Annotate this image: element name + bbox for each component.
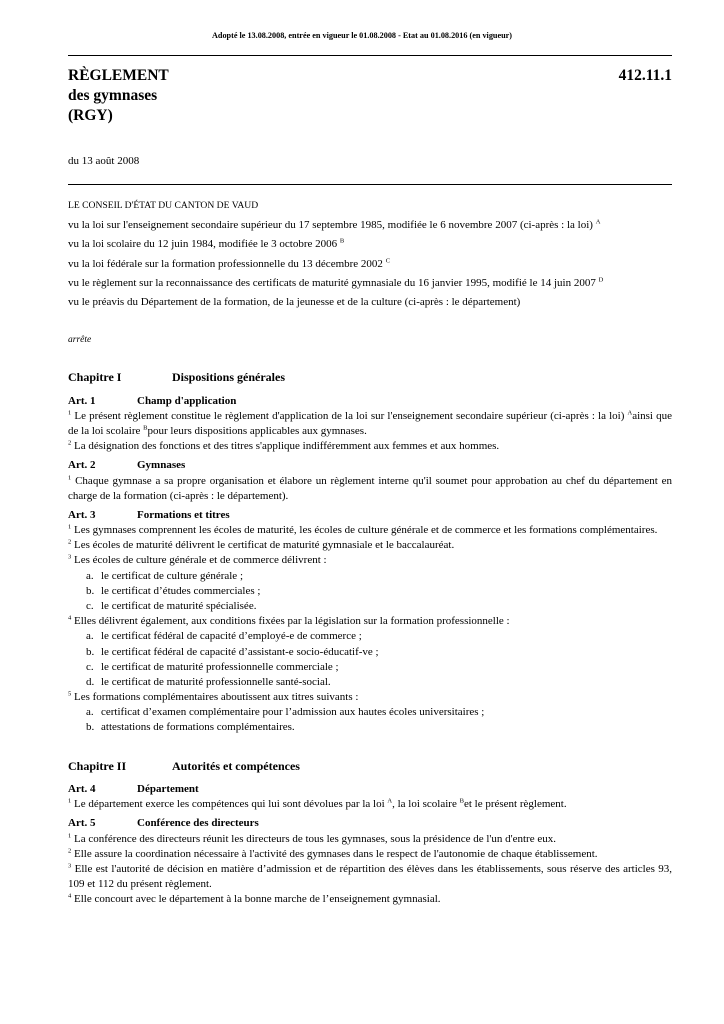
paragraph-text: , la loi scolaire: [392, 798, 460, 811]
paragraph: [68, 474, 672, 504]
paragraph-text: Elle est l'autorité de décision en matière d’admission et de répartition des élèves dans les établissements, sous réserve des articles 93, 109 et 112 du présent règlement.: [68, 862, 672, 891]
item-letter: b.: [86, 584, 95, 597]
paragraph-number: 2: [68, 538, 72, 546]
item-text: certificat d’examen complémentaire pour l’admission aux hautes écoles universitaires ;: [101, 706, 485, 719]
chapter-heading: [68, 758, 672, 775]
paragraph-text: Elle concourt avec le département à la bonne marche de l’enseignement gymnasial.: [74, 893, 441, 906]
footnote-marker: B: [459, 797, 464, 805]
title-line: des gymnases: [68, 87, 158, 104]
paragraph: [68, 523, 672, 538]
item-letter: b.: [86, 645, 95, 658]
preamble-text: vu la loi scolaire du 12 juin 1984, modifiée le 3 octobre 2006: [68, 238, 338, 251]
preamble-list: [68, 218, 672, 310]
footnote-marker: C: [385, 256, 391, 264]
paragraph: [68, 538, 672, 553]
paragraph-number: 3: [68, 553, 72, 561]
item-text: le certificat de maturité professionnelle santé-social.: [101, 675, 331, 688]
list-item: [86, 599, 672, 614]
chapters: [68, 369, 672, 907]
paragraph-text: Les formations complémentaires aboutissent aux titres suivants :: [74, 691, 359, 704]
list-item: [86, 675, 672, 690]
chapter-number: Chapitre II: [68, 758, 127, 773]
paragraph: [68, 409, 672, 439]
list-item: [86, 645, 672, 660]
paragraph-text: Les écoles de maturité délivrent le certificat de maturité gymnasiale et le baccalauréat.: [74, 539, 455, 552]
paragraph-number: 4: [68, 614, 72, 622]
paragraph: [68, 862, 672, 892]
paragraph-text: Elles délivrent également, aux conditions fixées par la législation sur la formation professionnelle :: [74, 615, 510, 628]
paragraph-text: et le présent règlement.: [463, 798, 567, 811]
paragraph: [68, 832, 672, 847]
list-item: [86, 629, 672, 644]
paragraph: [68, 892, 672, 907]
item-list: [68, 629, 672, 690]
preamble-line: [68, 237, 672, 252]
article-title: Champ d'application: [137, 394, 237, 407]
arrete-label: arrête: [68, 335, 92, 346]
footnote-marker: B: [339, 237, 345, 245]
article-number: Art. 3: [68, 508, 96, 521]
footnote-marker: A: [627, 409, 633, 417]
preamble-line: [68, 276, 672, 291]
preamble-text: vu la loi sur l'enseignement secondaire supérieur du 17 septembre 1985, modifiée le 6 novembre 2007 (ci-après : la loi): [68, 219, 593, 232]
article-heading: [68, 782, 672, 797]
paragraph: [68, 690, 672, 705]
paragraph: [68, 553, 672, 568]
article-number: Art. 4: [68, 783, 96, 796]
paragraph-number: 1: [68, 523, 72, 531]
paragraph-text: Elle assure la coordination nécessaire à l'activité des gymnases dans le respect de l'autonomie de chaque établissement.: [74, 847, 598, 860]
article-number: Art. 1: [68, 394, 96, 407]
item-text: le certificat de maturité spécialisée.: [101, 599, 257, 612]
footnote-marker: D: [598, 276, 604, 284]
article-heading: [68, 394, 672, 409]
preamble-text: vu la loi fédérale sur la formation professionnelle du 13 décembre 2002: [68, 257, 383, 270]
paragraph-number: 5: [68, 690, 72, 698]
item-text: le certificat fédéral de capacité d’assistant-e socio-éducatif-ve ;: [101, 645, 379, 658]
document-date: du 13 août 2008: [68, 155, 140, 167]
footnote-marker: A: [595, 218, 601, 226]
item-text: le certificat de maturité professionnelle commerciale ;: [101, 660, 339, 673]
chapter-title: Autorités et compétences: [172, 758, 300, 773]
list-item: [86, 720, 672, 735]
item-letter: c.: [86, 660, 94, 673]
paragraph-text: Les gymnases comprennent les écoles de maturité, les écoles de culture générale et de commerce et les formations complémentaires.: [74, 524, 658, 537]
list-item: [86, 660, 672, 675]
paragraph-text: Le présent règlement constitue le règlement d'application de la loi sur l'enseignement secondaire supérieur (ci-après : la loi): [74, 409, 628, 422]
document-body: [68, 199, 672, 907]
item-list: [68, 569, 672, 615]
paragraph-number: 4: [68, 892, 72, 900]
article-heading: [68, 458, 672, 473]
item-text: attestations de formations complémentaires.: [101, 721, 295, 734]
preamble-line: [68, 295, 672, 310]
paragraph-text: Chaque gymnase a sa propre organisation et élabore un règlement interne qu'il soumet pour approbation au chef du département en charge de la formation (ci-après : le département).: [68, 474, 673, 502]
paragraph: [68, 439, 672, 454]
chapter-title: Dispositions générales: [172, 370, 286, 385]
article-title: Conférence des directeurs: [137, 817, 259, 830]
article-heading: [68, 508, 672, 523]
chapter-heading: [68, 369, 672, 386]
preamble-line: [68, 218, 672, 233]
footnote-marker: B: [143, 424, 148, 432]
paragraph: [68, 614, 672, 629]
paragraph-number: 2: [68, 847, 72, 855]
paragraph-text: Le département exerce les compétences qui lui sont dévolues par la loi: [74, 798, 388, 811]
article-title: Formations et titres: [137, 508, 230, 521]
article-title: Département: [137, 783, 199, 796]
item-letter: d.: [86, 675, 95, 688]
paragraph-text: pour leurs dispositions applicables aux gymnases.: [147, 425, 367, 438]
item-text: le certificat de culture générale ;: [101, 569, 243, 582]
document-title: [68, 66, 169, 126]
paragraph: [68, 797, 672, 812]
item-letter: a.: [86, 569, 94, 582]
paragraph: [68, 847, 672, 862]
header-divider: [68, 184, 672, 185]
issuing-authority: LE CONSEIL D'ÉTAT DU CANTON DE VAUD: [68, 200, 259, 211]
paragraph-number: 3: [68, 862, 72, 870]
footnote-marker: A: [387, 797, 393, 805]
paragraph-number: 1: [68, 473, 72, 481]
paragraph-text: Les écoles de culture générale et de commerce délivrent :: [74, 554, 327, 567]
item-letter: b.: [86, 721, 95, 734]
item-text: le certificat fédéral de capacité d’employé-e de commerce ;: [101, 630, 362, 643]
paragraph-number: 2: [68, 439, 72, 447]
chapter-number: Chapitre I: [68, 370, 122, 385]
item-letter: a.: [86, 706, 94, 719]
paragraph-number: 1: [68, 831, 72, 839]
paragraph-text: La désignation des fonctions et des titres s'applique indifféremment aux femmes et aux hommes.: [74, 440, 500, 453]
list-item: [86, 705, 672, 720]
top-divider: [68, 55, 672, 56]
article-title: Gymnases: [137, 459, 186, 472]
paragraph-text: La conférence des directeurs réunit les directeurs de tous les gymnases, sous la présidence de l'un d'entre eux.: [74, 832, 556, 845]
paragraph-number: 1: [68, 409, 72, 417]
document-number: 412.11.1: [618, 67, 672, 84]
list-item: [86, 569, 672, 584]
title-line: (RGY): [68, 107, 113, 124]
article-number: Art. 5: [68, 817, 96, 830]
preamble-text: vu le règlement sur la reconnaissance des certificats de maturité gymnasiale du 16 janvier 1995, modifié le 14 juin 2007: [68, 276, 596, 289]
status-note: Adopté le 13.08.2008, entrée en vigueur le 01.08.2008 - Etat au 01.08.2016 (en vigueur): [211, 31, 513, 40]
preamble-line: [68, 257, 672, 272]
paragraph-text: ainsi que de la loi scolaire: [68, 409, 672, 438]
paragraph-number: 1: [68, 797, 72, 805]
title-line: RÈGLEMENT: [68, 67, 169, 84]
item-letter: c.: [86, 599, 94, 612]
item-text: le certificat d’études commerciales ;: [101, 584, 261, 597]
item-list: [68, 705, 672, 735]
preamble-text: vu le préavis du Département de la formation, de la jeunesse et de la culture (ci-après : le département): [68, 295, 521, 308]
article-heading: [68, 816, 672, 831]
article-number: Art. 2: [68, 459, 96, 472]
item-letter: a.: [86, 630, 94, 643]
list-item: [86, 584, 672, 599]
